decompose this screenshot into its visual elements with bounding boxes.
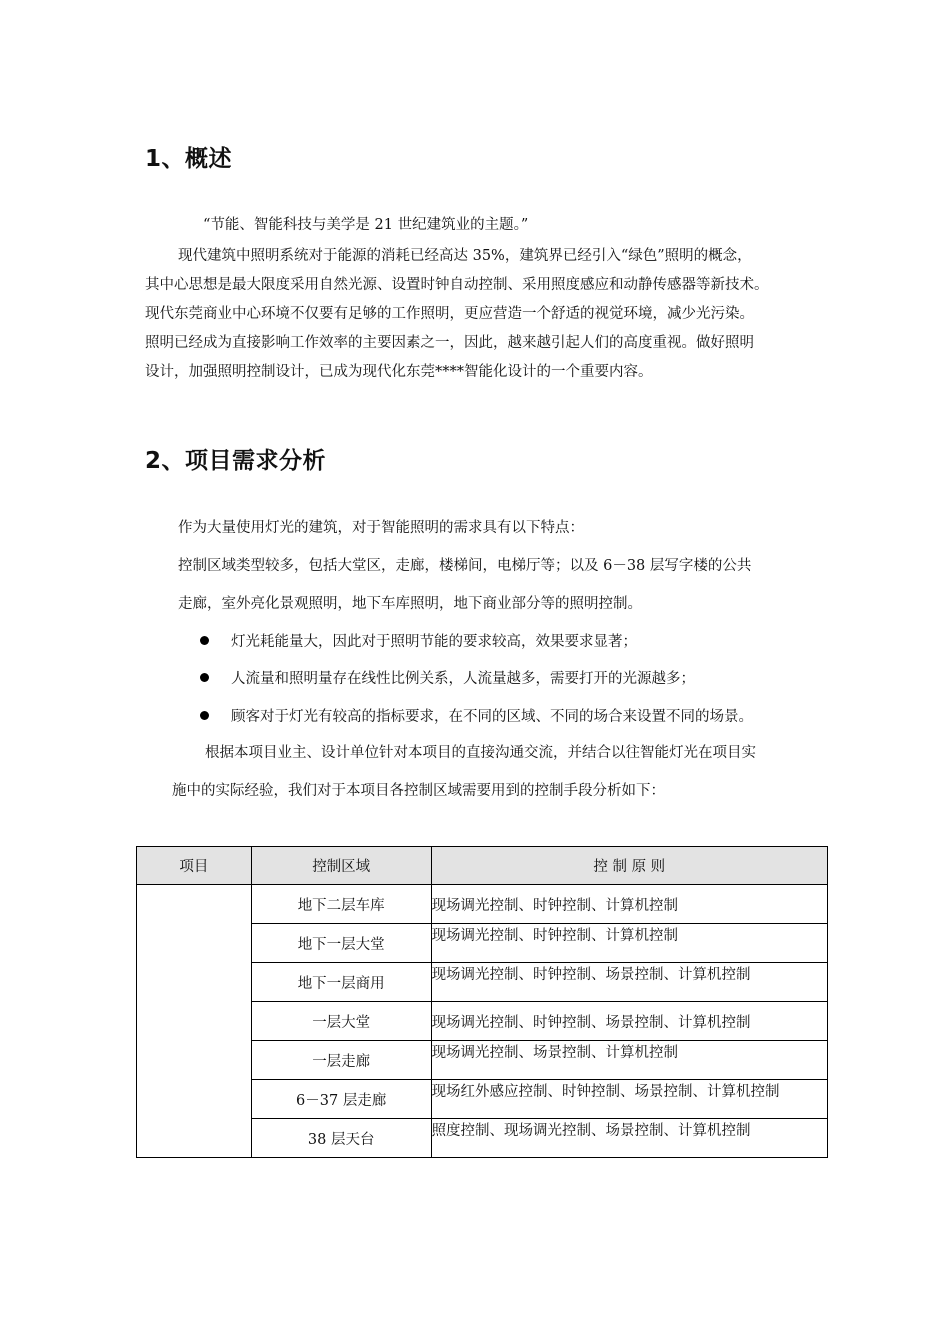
paragraph-line: 其中心思想是最大限度采用自然光源、设置时钟自动控制、采用照度感应和动静传感器等新技术。 [145, 277, 769, 293]
rule-cell: 照度控制、现场调光控制、场景控制、计算机控制 [431, 1119, 827, 1158]
closing-line: 施中的实际经验，我们对于本项目各控制区域需要用到的控制手段分析如下： [172, 783, 665, 799]
area-cell: 地下一层大堂 [251, 924, 431, 963]
table-header-row [137, 847, 828, 885]
area-cell: 一层走廊 [251, 1041, 431, 1080]
paragraph-line: 设计，加强照明控制设计，已成为现代化东莞****智能化设计的一个重要内容。 [145, 364, 653, 380]
rule-cell: 现场红外感应控制、时钟控制、场景控制、计算机控制 [431, 1080, 827, 1119]
paragraph-line: 现代建筑中照明系统对于能源的消耗已经高达 35%，建筑界已经引入“绿色”照明的概念， [178, 248, 752, 264]
bullet-item: 灯光耗能量大，因此对于照明节能的要求较高，效果要求显著； [200, 630, 637, 651]
paragraph-line: 现代东莞商业中心环境不仅要有足够的工作照明，更应营造一个舒适的视觉环境，减少光污染。 [145, 306, 754, 322]
bullet-dot-icon [200, 711, 209, 720]
rule-cell: 现场调光控制、时钟控制、场景控制、计算机控制 [431, 963, 827, 1002]
table-row [137, 885, 828, 924]
area-cell: 一层大堂 [251, 1002, 431, 1041]
control-table [136, 846, 828, 1158]
section-heading-requirements: 2、项目需求分析 [145, 448, 327, 474]
bullet-item: 顾客对于灯光有较高的指标要求，在不同的区域、不同的场合来设置不同的场景。 [200, 705, 753, 726]
bullet-dot-icon [200, 673, 209, 682]
closing-line: 根据本项目业主、设计单位针对本项目的直接沟通交流，并结合以往智能灯光在项目实 [205, 745, 756, 761]
header-project: 项目 [137, 847, 252, 885]
rule-cell: 现场调光控制、时钟控制、计算机控制 [431, 924, 827, 963]
header-control-principle: 控 制 原 则 [431, 847, 827, 885]
area-cell: 6－37 层走廊 [251, 1080, 431, 1119]
bullet-item: 人流量和照明量存在线性比例关系，人流量越多，需要打开的光源越多； [200, 667, 695, 688]
control-areas-line: 控制区域类型较多，包括大堂区，走廊，楼梯间，电梯厅等；以及 6－38 层写字楼的公共 [178, 558, 752, 574]
area-cell: 38 层天台 [251, 1119, 431, 1158]
area-cell: 地下二层车库 [251, 885, 431, 924]
quote-text: “节能、智能科技与美学是 21 世纪建筑业的主题。” [203, 217, 529, 233]
control-areas-line: 走廊，室外亮化景观照明，地下车库照明，地下商业部分等的照明控制。 [178, 596, 642, 612]
header-control-area: 控制区域 [251, 847, 431, 885]
intro-text: 作为大量使用灯光的建筑，对于智能照明的需求具有以下特点： [178, 520, 584, 536]
bullet-dot-icon [200, 636, 209, 645]
project-cell [137, 885, 252, 1158]
paragraph-line: 照明已经成为直接影响工作效率的主要因素之一，因此，越来越引起人们的高度重视。做好照明 [145, 335, 754, 351]
rule-cell: 现场调光控制、时钟控制、场景控制、计算机控制 [431, 1002, 827, 1041]
rule-cell: 现场调光控制、时钟控制、计算机控制 [431, 885, 827, 924]
rule-cell: 现场调光控制、场景控制、计算机控制 [431, 1041, 827, 1080]
area-cell: 地下一层商用 [251, 963, 431, 1002]
section-heading-overview: 1、概述 [145, 146, 233, 172]
